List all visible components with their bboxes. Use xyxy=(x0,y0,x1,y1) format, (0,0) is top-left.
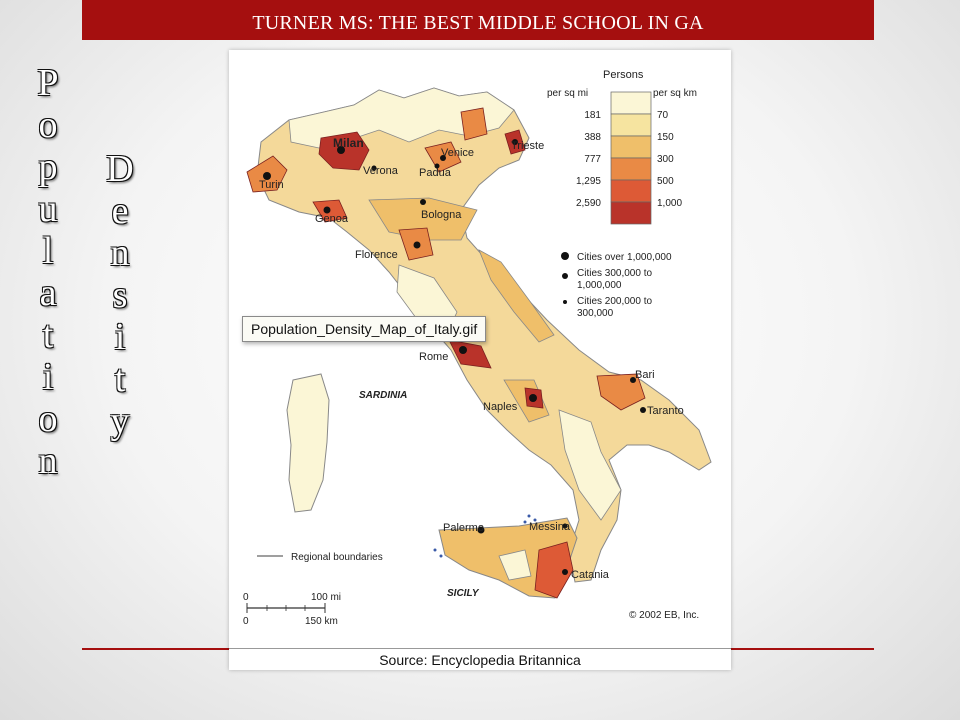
legend-mi-5: 2,590 xyxy=(575,198,601,209)
legend-swatch-6 xyxy=(611,202,651,224)
legend-cities-4: Cities 200,000 to xyxy=(577,296,653,307)
map-graphic xyxy=(229,50,731,648)
label-messina: Messina xyxy=(529,521,570,533)
legend-swatch-3 xyxy=(611,136,651,158)
copyright: © 2002 EB, Inc. xyxy=(629,610,700,621)
label-rome: Rome xyxy=(419,351,449,363)
scale-km: 150 km xyxy=(305,616,338,627)
legend-km-5: 1,000 xyxy=(657,198,683,209)
label-milan: Milan xyxy=(333,136,364,150)
legend-swatches xyxy=(611,92,651,224)
label-genoa: Genoa xyxy=(315,213,349,225)
map-source: Source: Encyclopedia Britannica xyxy=(229,648,731,671)
island-dot xyxy=(440,555,443,558)
legend-unit-mi: per sq mi xyxy=(547,88,589,99)
label-sicily: SICILY xyxy=(447,588,479,599)
label-padua: Padua xyxy=(419,167,451,179)
scale-mi: 100 mi xyxy=(311,592,342,603)
legend-dot-large xyxy=(561,252,569,260)
italy-density-map xyxy=(229,50,731,670)
label-florence: Florence xyxy=(355,249,398,261)
legend-swatch-1 xyxy=(611,92,651,114)
legend-km-2: 150 xyxy=(657,132,674,143)
label-taranto: Taranto xyxy=(647,405,684,417)
city-dot-naples xyxy=(529,394,537,402)
label-bologna: Bologna xyxy=(421,209,462,221)
title-density: D e n s i t y xyxy=(106,148,134,442)
divider-left xyxy=(82,648,232,650)
legend-mi-4: 1,295 xyxy=(575,176,601,187)
legend-cities-2: Cities 300,000 to xyxy=(577,268,653,279)
legend-cities-1: Cities over 1,000,000 xyxy=(577,252,672,263)
legend-swatch-4 xyxy=(611,158,651,180)
island-dot xyxy=(524,521,527,524)
label-palermo: Palermo xyxy=(443,522,484,534)
legend-unit-km: per sq km xyxy=(653,88,697,99)
label-venice: Venice xyxy=(441,147,475,159)
label-verona: Verona xyxy=(363,165,398,177)
scale-zero-mi: 0 xyxy=(243,592,249,603)
label-turin: Turin xyxy=(259,179,284,191)
legend-dot-medium xyxy=(562,273,568,279)
label-catania: Catania xyxy=(571,569,609,581)
city-dot-catania xyxy=(562,569,568,575)
legend-mi-2: 388 xyxy=(584,132,601,143)
legend-mi-1: 181 xyxy=(584,110,601,121)
legend-cities-5: 300,000 xyxy=(577,308,614,319)
legend-km-1: 70 xyxy=(657,110,669,121)
label-bari: Bari xyxy=(635,369,655,381)
legend-swatch-2 xyxy=(611,114,651,136)
legend-boundaries: Regional boundaries xyxy=(291,552,383,563)
label-naples: Naples xyxy=(483,401,518,413)
city-dot-florence xyxy=(414,242,421,249)
scale-zero-km: 0 xyxy=(243,616,249,627)
divider-right xyxy=(730,648,874,650)
filename-tooltip: Population_Density_Map_of_Italy.gif xyxy=(242,316,486,342)
legend-km-3: 300 xyxy=(657,154,674,165)
legend-cities-3: 1,000,000 xyxy=(577,280,622,291)
legend-km-4: 500 xyxy=(657,176,674,187)
legend-swatch-5 xyxy=(611,180,651,202)
legend-title: Persons xyxy=(603,69,644,81)
header-banner: TURNER MS: THE BEST MIDDLE SCHOOL IN GA xyxy=(82,0,874,40)
legend-mi-3: 777 xyxy=(584,154,601,165)
city-dot-rome xyxy=(459,346,467,354)
island-dot xyxy=(528,515,531,518)
title-population: P o p u l a t i o n xyxy=(37,62,59,482)
north-east-zone xyxy=(461,108,487,140)
legend-dot-small xyxy=(563,300,567,304)
label-sardinia: SARDINIA xyxy=(359,390,408,401)
city-dot-bologna xyxy=(420,199,426,205)
label-trieste: Trieste xyxy=(511,140,545,152)
island-dot xyxy=(434,549,437,552)
city-dot-taranto xyxy=(640,407,646,413)
